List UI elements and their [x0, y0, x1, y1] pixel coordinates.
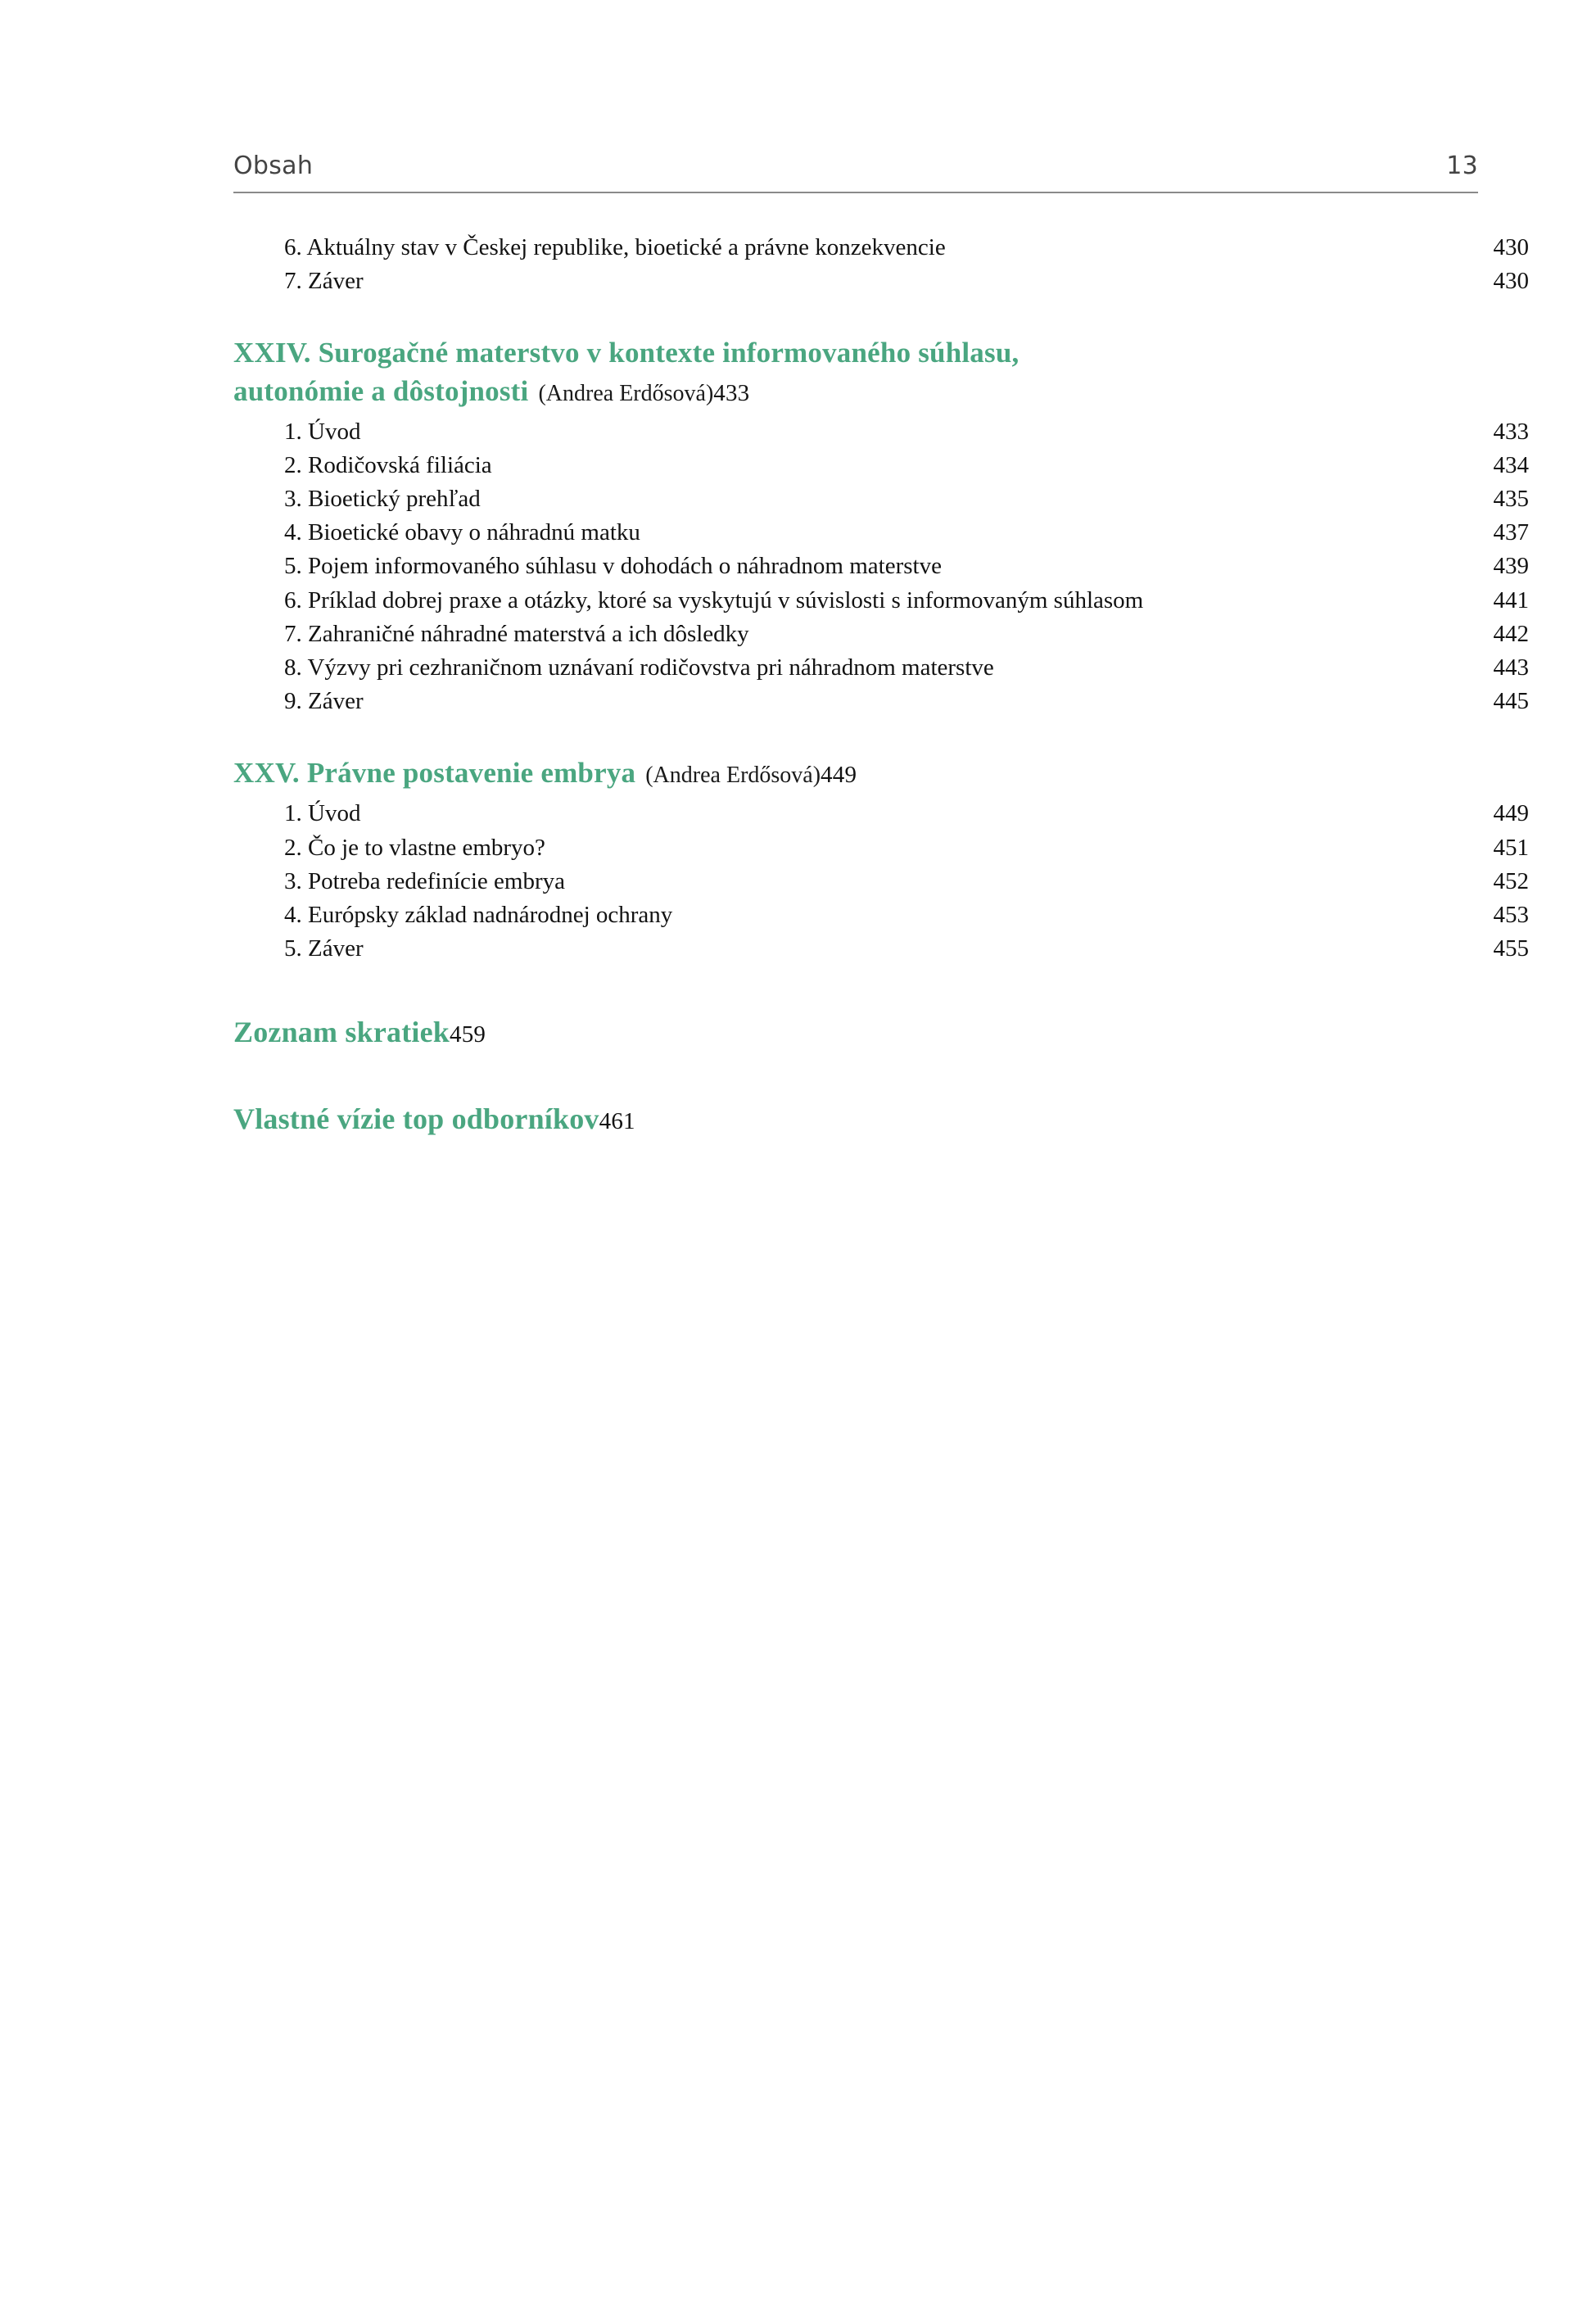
backmatter-title[interactable]: Vlastné vízie top odborníkov — [233, 1102, 599, 1135]
toc-backmatter-vizie — [233, 1100, 1478, 1139]
chapter-author: (Andrea Erdősová) — [645, 763, 821, 789]
toc-entry-label: 7. Záver — [284, 268, 364, 295]
toc-entry[interactable] — [233, 797, 1529, 831]
toc-entry[interactable] — [233, 449, 1529, 482]
chapter-title-line2-row — [233, 373, 1478, 410]
toc-entry[interactable] — [233, 685, 1529, 718]
toc-entry-label: 4. Európsky základ nadnárodnej ochrany — [284, 901, 673, 928]
backmatter-title[interactable]: Zoznam skratiek — [233, 1016, 450, 1049]
toc-entry-page: 453 — [1493, 901, 1529, 928]
toc-entry[interactable] — [233, 831, 1529, 865]
toc-entry-page: 433 — [1493, 418, 1529, 445]
toc-entry-label: 5. Pojem informovaného súhlasu v dohodách o náhradnom materstve — [284, 553, 942, 580]
page-number: 13 — [1446, 152, 1478, 180]
toc-entry-label: 4. Bioetické obavy o náhradnú matku — [284, 519, 640, 546]
toc-entry-page: 442 — [1493, 620, 1529, 647]
toc-entry-label: 2. Rodičovská filiácia — [284, 451, 492, 478]
toc-entry-label: 3. Bioetický prehľad — [284, 486, 481, 513]
toc-entry-page: 437 — [1493, 519, 1529, 546]
toc-entry-label: 8. Výzvy pri cezhraničnom uznávaní rodičovstva pri náhradnom materstve — [284, 654, 994, 681]
toc-entry[interactable] — [233, 482, 1529, 516]
toc-entry-label: 7. Zahraničné náhradné materstvá a ich dôsledky — [284, 620, 749, 647]
toc-entry-page: 434 — [1493, 451, 1529, 478]
toc-entry[interactable] — [233, 550, 1529, 583]
toc-entry-page: 451 — [1493, 834, 1529, 861]
toc-chapter-xxv — [233, 754, 1478, 792]
toc-entry-page: 445 — [1493, 688, 1529, 715]
chapter-title-line1[interactable]: XXIV. Surogačné materstvo v kontexte informovaného súhlasu, — [233, 337, 1020, 369]
toc-entry[interactable] — [233, 865, 1529, 898]
toc-entry-page: 455 — [1493, 935, 1529, 962]
backmatter-row — [233, 1100, 1478, 1139]
toc-chapter-xxiv — [233, 334, 1478, 410]
toc-entry-page: 452 — [1493, 867, 1529, 894]
toc-entry[interactable] — [233, 415, 1529, 449]
toc-entry[interactable] — [233, 584, 1529, 618]
toc-entry[interactable] — [233, 898, 1529, 932]
toc-entry-page: 449 — [1493, 800, 1529, 827]
chapter-page: 449 — [821, 762, 857, 789]
backmatter-page: 459 — [450, 1021, 486, 1048]
chapter-page: 433 — [713, 379, 750, 406]
toc-entry[interactable] — [233, 618, 1529, 651]
toc-backmatter-skratiek — [233, 1013, 1478, 1052]
toc-entry-label: 1. Úvod — [284, 418, 361, 445]
toc-entry[interactable] — [233, 231, 1529, 265]
toc-entry-label: 9. Záver — [284, 688, 364, 715]
running-head-title: Obsah — [233, 152, 314, 180]
toc-entry-page: 439 — [1493, 553, 1529, 580]
toc-group-continuation — [233, 231, 1529, 298]
toc-entry-label: 5. Záver — [284, 935, 364, 962]
chapter-title-row — [233, 754, 1478, 792]
chapter-author: (Andrea Erdősová) — [538, 380, 714, 406]
chapter-title[interactable]: XXV. Právne postavenie embrya — [233, 757, 636, 790]
toc-entry-page: 430 — [1493, 268, 1529, 295]
backmatter-row — [233, 1013, 1478, 1052]
toc-entry[interactable] — [233, 932, 1529, 966]
toc-entry-label: 2. Čo je to vlastne embryo? — [284, 834, 545, 861]
page-content — [233, 152, 1529, 1138]
toc-entry-label: 6. Aktuálny stav v Českej republike, bioetické a právne konzekvencie — [284, 234, 946, 260]
toc-entry[interactable] — [233, 516, 1529, 550]
toc-entry-page: 435 — [1493, 486, 1529, 513]
toc-entry-label: 3. Potreba redefinície embrya — [284, 867, 566, 894]
toc-entry[interactable] — [233, 265, 1529, 298]
toc-entry-page: 430 — [1493, 234, 1529, 260]
toc-group-xxiv — [233, 415, 1529, 719]
toc-entry-label: 6. Príklad dobrej praxe a otázky, ktoré sa vyskytujú v súvislosti s informovaným súhlasom — [284, 586, 1144, 613]
toc-group-xxv — [233, 797, 1529, 966]
chapter-title-line2[interactable]: autonómie a dôstojnosti — [233, 374, 529, 407]
backmatter-page: 461 — [599, 1107, 635, 1134]
toc-entry[interactable] — [233, 651, 1529, 685]
running-head — [233, 152, 1478, 193]
toc-entry-label: 1. Úvod — [284, 800, 361, 827]
toc-entry-page: 441 — [1493, 586, 1529, 613]
toc-entry-page: 443 — [1493, 654, 1529, 681]
